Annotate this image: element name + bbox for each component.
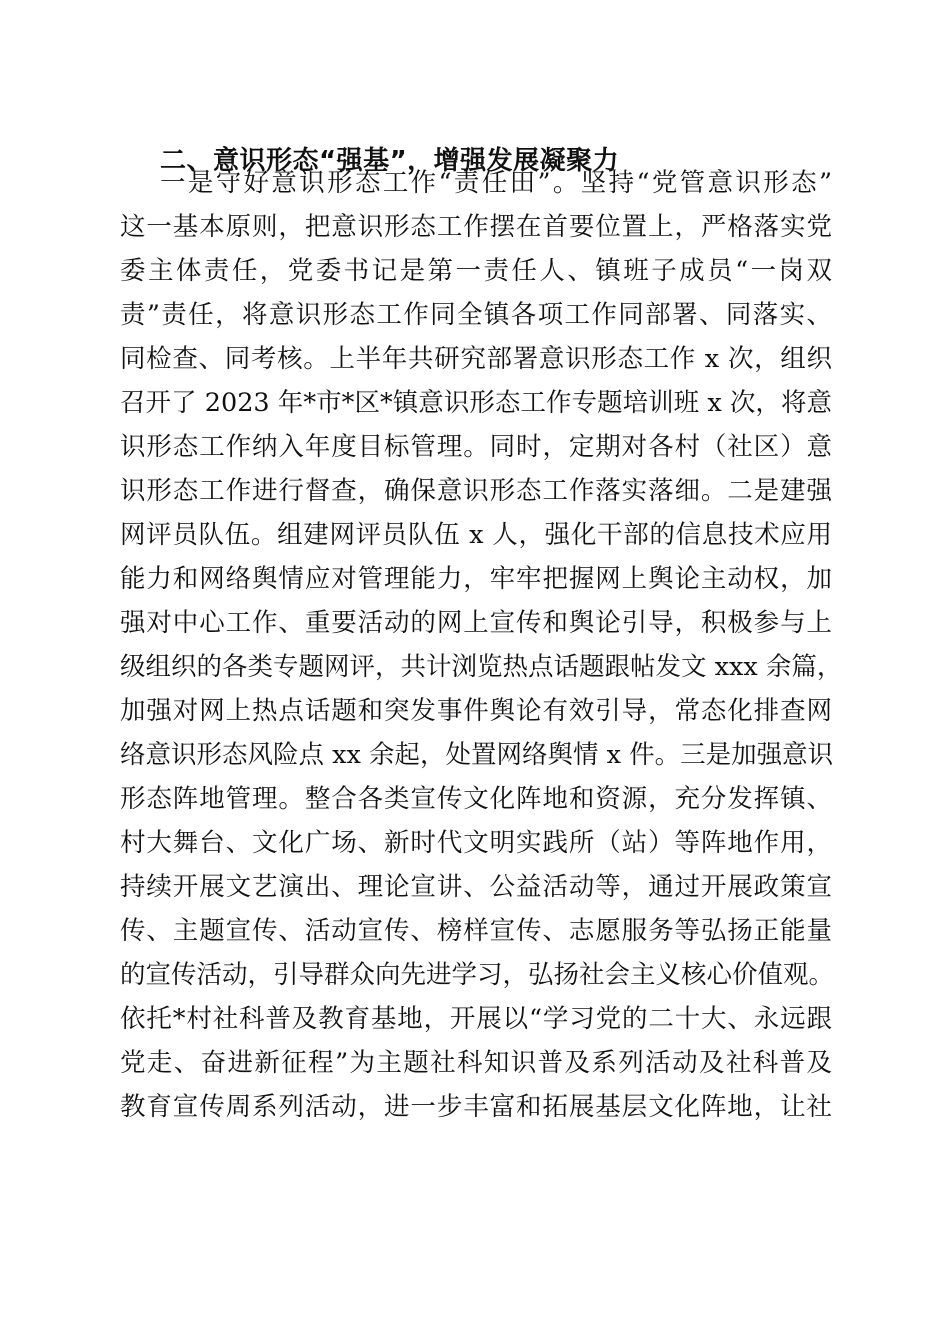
paragraph-line: 党走、奋进新征程”为主题社科知识普及系列活动及社科普及 [120, 1048, 832, 1078]
paragraph-line: 加强对网上热点话题和突发事件舆论有效引导，常态化排查网 [120, 696, 832, 726]
paragraph-line: 络意识形态风险点 xx 余起，处置网络舆情 x 件。三是加强意识 [120, 740, 834, 770]
paragraph-line: 级组织的各类专题网评，共计浏览热点话题跟帖发文 xxx 余篇， [120, 652, 843, 682]
paragraph-line: 形态阵地管理。整合各类宣传文化阵地和资源，充分发挥镇、 [120, 784, 832, 814]
section-heading: 二、意识形态“强基”，增强发展凝聚力 [160, 146, 620, 176]
paragraph-line: 识形态工作纳入年度目标管理。同时，定期对各村（社区）意 [120, 432, 832, 462]
paragraph-line: 传、主题宣传、活动宣传、榜样宣传、志愿服务等弘扬正能量 [120, 916, 832, 946]
paragraph-line: 召开了 2023 年*市*区*镇意识形态工作专题培训班 x 次，将意 [120, 388, 832, 418]
paragraph-line: 持续开展文艺演出、理论宣讲、公益活动等，通过开展政策宣 [120, 872, 832, 902]
paragraph-line: 的宣传活动，引导群众向先进学习，弘扬社会主义核心价值观。 [120, 960, 835, 990]
paragraph-line: 网评员队伍。组建网评员队伍 x 人，强化干部的信息技术应用 [120, 520, 832, 550]
paragraph-line: 教育宣传周系列活动，进一步丰富和拓展基层文化阵地，让社 [120, 1092, 832, 1122]
paragraph-line: 识形态工作进行督查，确保意识形态工作落实落细。二是建强 [120, 476, 832, 506]
paragraph-line: 村大舞台、文化广场、新时代文明实践所（站）等阵地作用， [120, 828, 832, 858]
paragraph-line: 这一基本原则，把意识形态工作摆在首要位置上，严格落实党 [120, 212, 832, 242]
paragraph-line: 责”责任，将意识形态工作同全镇各项工作同部署、同落实、 [120, 300, 832, 330]
paragraph-line: 一是守好意识形态工作“责任田”。坚持“党管意识形态” [160, 168, 832, 198]
paragraph-line: 同检查、同考核。上半年共研究部署意识形态工作 x 次，组织 [120, 344, 832, 374]
paragraph-line: 能力和网络舆情应对管理能力，牢牢把握网上舆论主动权，加 [120, 564, 832, 594]
paragraph-line: 委主体责任，党委书记是第一责任人、镇班子成员“一岗双 [120, 256, 832, 286]
paragraph-line: 依托*村社科普及教育基地，开展以“学习党的二十大、永远跟 [120, 1004, 832, 1034]
paragraph-line: 强对中心工作、重要活动的网上宣传和舆论引导，积极参与上 [120, 608, 832, 638]
